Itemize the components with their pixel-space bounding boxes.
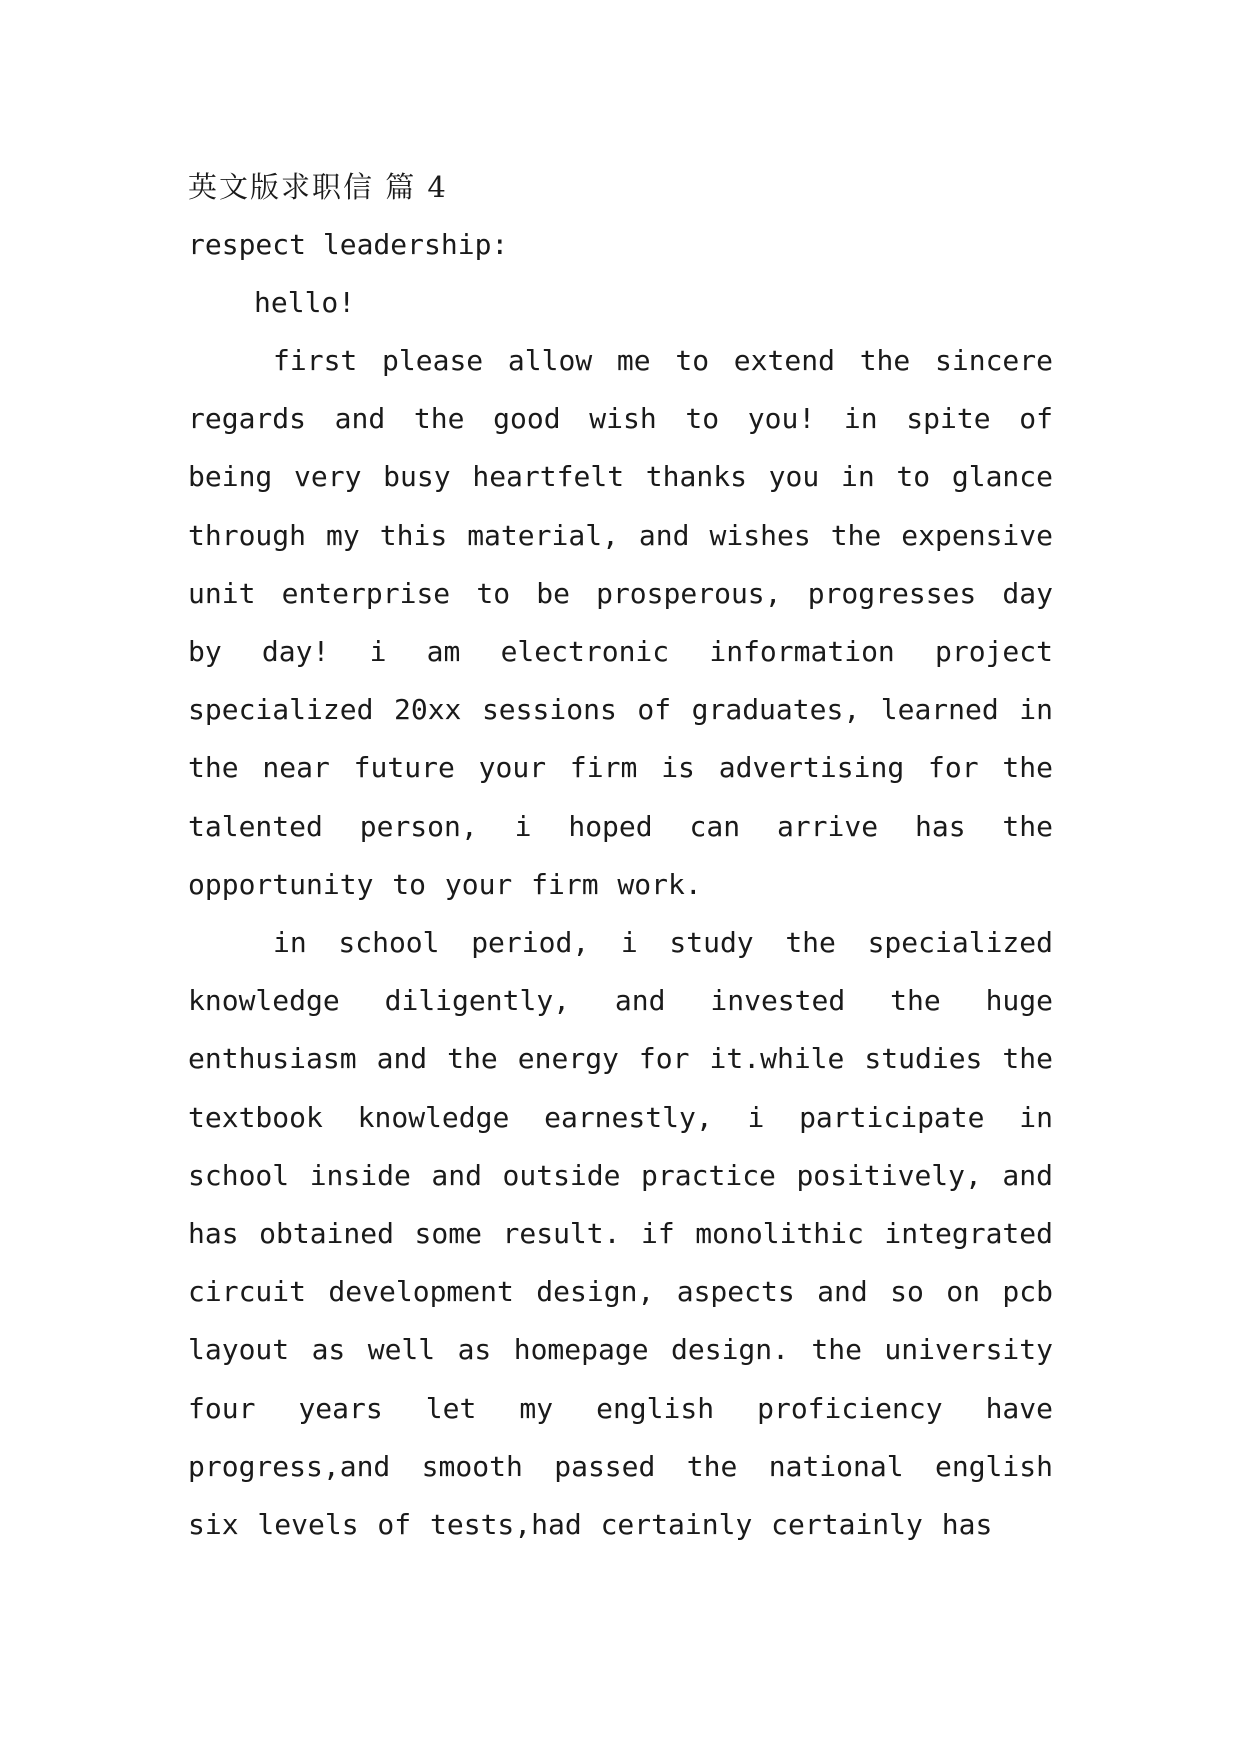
section-heading: 英文版求职信 篇 4: [188, 170, 448, 204]
salutation-line: respect leadership:: [188, 228, 509, 261]
body-paragraph: in school period, i study the specialized knowledge diligently, and invested the huge enthusiasm and the energy for it.while studies the textbook knowledge earnestly, i participate in school inside and outside practice positively, and has obtained some result. if monolithic integrated circuit development design, aspects and so on pcb layout as well as homepage design. the university four years let my english proficiency have progress,and smooth passed the national english six levels of tests,had certainly certainly has: [188, 926, 1053, 1542]
greeting-line: hello!: [254, 286, 356, 319]
document-body: [188, 158, 1053, 1554]
body-paragraph: first please allow me to extend the sincere regards and the good wish to you! in spite of being very busy heartfelt thanks you in to glance through my this material, and wishes the expensive unit enterprise to be prosperous, progresses day by day! i am electronic information project specialized 20xx sessions of graduates, learned in the near future your firm is advertising for the talented person, i hoped can arrive has the opportunity to your firm work.: [188, 344, 1053, 901]
